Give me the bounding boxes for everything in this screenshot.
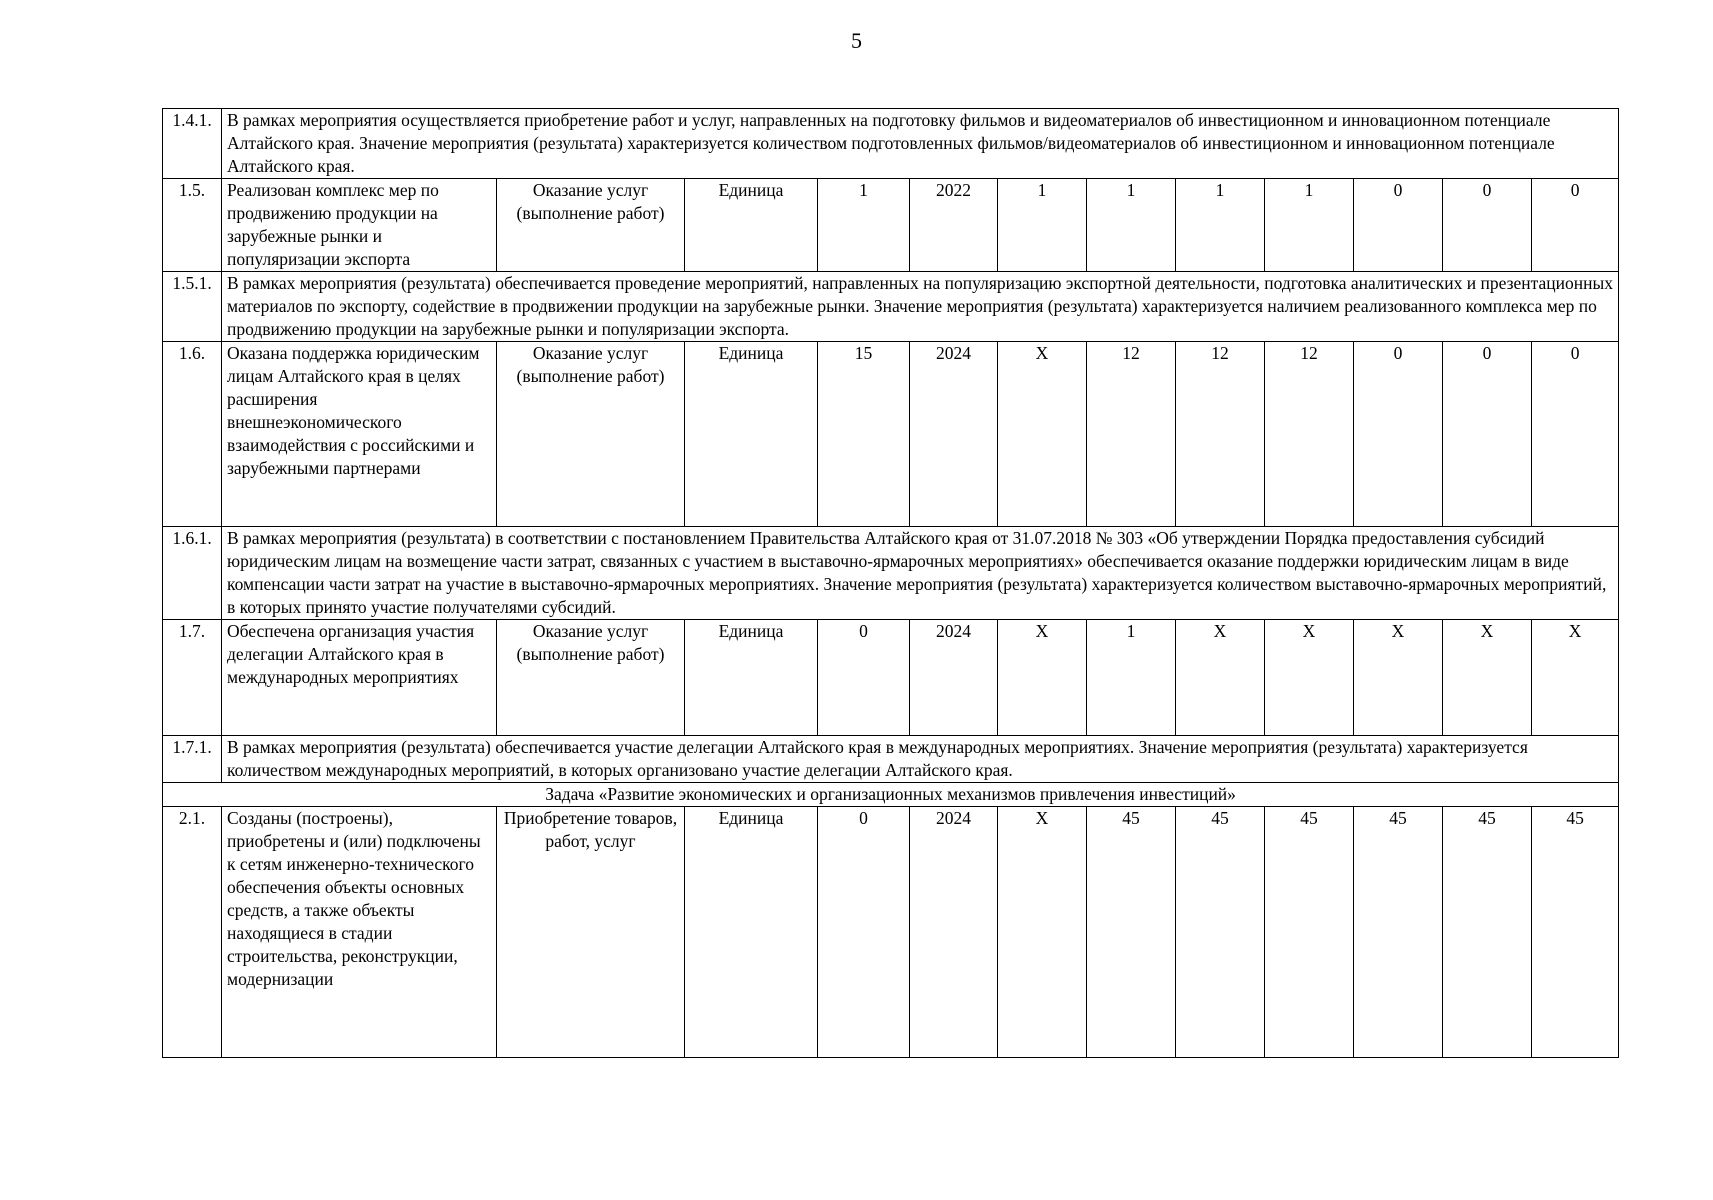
value-cell: Х [1176, 620, 1265, 736]
value-cell: 1 [998, 179, 1087, 272]
value-cell: 45 [1087, 807, 1176, 1058]
result-name: Обеспечена организация участия делегации Алтайского края в международных мероприятиях [222, 620, 497, 736]
value-cell: 0 [1443, 342, 1532, 527]
row-description: В рамках мероприятия (результата) в соответствии с постановлением Правительства Алтайского края от 31.07.2018 № 303 «Об утверждении Порядка предоставления субсидий юридическим лицам на возмещение части затрат, связанных с участием в выставочно-ярмарочных мероприятиях» обеспечивается оказание поддержки юридическим лицам в виде компенсации части затрат на участие в выставочно-ярмарочных мероприятиях. Значение мероприятия (результата) характеризуется количеством выставочно-ярмарочных мероприятий, в которых принято участие получателями субсидий. [222, 527, 1619, 620]
table-row [163, 527, 1619, 620]
value-cell: 12 [1176, 342, 1265, 527]
value-cell: 2022 [910, 179, 998, 272]
value-cell: 1 [818, 179, 910, 272]
row-description: В рамках мероприятия (результата) обеспечивается проведение мероприятий, направленных на популяризацию экспортной деятельности, подготовка аналитических и презентационных материалов по экспорту, содействие в продвижении продукции на зарубежные рынки. Значение мероприятия (результата) характеризуется наличием реализованного комплекса мер по продвижению продукции на зарубежные рынки и популяризации экспорта. [222, 272, 1619, 342]
row-number: 1.5.1. [163, 272, 222, 342]
unit: Единица [685, 807, 818, 1058]
value-cell: 45 [1265, 807, 1354, 1058]
row-number: 1.7.1. [163, 736, 222, 783]
row-number: 1.4.1. [163, 109, 222, 179]
unit: Единица [685, 179, 818, 272]
value-cell: 2024 [910, 807, 998, 1058]
result-type: Приобретение товаров, работ, услуг [497, 807, 685, 1058]
table-row [163, 620, 1619, 736]
value-cell: Х [998, 342, 1087, 527]
unit: Единица [685, 342, 818, 527]
table-row [163, 179, 1619, 272]
value-cell: 2024 [910, 620, 998, 736]
row-number: 1.7. [163, 620, 222, 736]
result-type: Оказание услуг (выполнение работ) [497, 620, 685, 736]
value-cell: 45 [1532, 807, 1619, 1058]
value-cell: 1 [1265, 179, 1354, 272]
value-cell: 1 [1176, 179, 1265, 272]
value-cell: 0 [1354, 179, 1443, 272]
results-table [162, 108, 1619, 1058]
table-row [163, 109, 1619, 179]
result-type: Оказание услуг (выполнение работ) [497, 179, 685, 272]
task-heading: Задача «Развитие экономических и организационных механизмов привлечения инвестиций» [163, 783, 1619, 807]
value-cell: 0 [1532, 342, 1619, 527]
value-cell: 45 [1354, 807, 1443, 1058]
table-row [163, 807, 1619, 1058]
value-cell: Х [998, 620, 1087, 736]
row-number: 1.5. [163, 179, 222, 272]
value-cell: 2024 [910, 342, 998, 527]
value-cell: Х [1443, 620, 1532, 736]
value-cell: 1 [1087, 620, 1176, 736]
table-row [163, 342, 1619, 527]
value-cell: 0 [818, 807, 910, 1058]
unit: Единица [685, 620, 818, 736]
value-cell: 45 [1443, 807, 1532, 1058]
value-cell: 15 [818, 342, 910, 527]
value-cell: 0 [1532, 179, 1619, 272]
value-cell: 0 [818, 620, 910, 736]
table-row [163, 736, 1619, 783]
result-type: Оказание услуг (выполнение работ) [497, 342, 685, 527]
value-cell: 0 [1354, 342, 1443, 527]
table-row [163, 272, 1619, 342]
row-number: 1.6. [163, 342, 222, 527]
value-cell: 45 [1176, 807, 1265, 1058]
value-cell: 12 [1087, 342, 1176, 527]
value-cell: Х [1354, 620, 1443, 736]
row-number: 2.1. [163, 807, 222, 1058]
row-number: 1.6.1. [163, 527, 222, 620]
value-cell: Х [1265, 620, 1354, 736]
value-cell: 12 [1265, 342, 1354, 527]
row-description: В рамках мероприятия осуществляется приобретение работ и услуг, направленных на подготовку фильмов и видеоматериалов об инвестиционном и инновационном потенциале Алтайского края. Значение мероприятия (результата) характеризуется количеством подготовленных фильмов/видеоматериалов об инвестиционном и инновационном потенциале Алтайского края. [222, 109, 1619, 179]
result-name: Реализован комплекс мер по продвижению продукции на зарубежные рынки и популяризации экспорта [222, 179, 497, 272]
page-number: 5 [851, 28, 862, 53]
result-name: Оказана поддержка юридическим лицам Алтайского края в целях расширения внешнеэкономического взаимодействия с российскими и зарубежными партнерами [222, 342, 497, 527]
value-cell: Х [998, 807, 1087, 1058]
value-cell: Х [1532, 620, 1619, 736]
row-description: В рамках мероприятия (результата) обеспечивается участие делегации Алтайского края в международных мероприятиях. Значение мероприятия (результата) характеризуется количеством международных мероприятий, в которых организовано участие делегации Алтайского края. [222, 736, 1619, 783]
value-cell: 0 [1443, 179, 1532, 272]
value-cell: 1 [1087, 179, 1176, 272]
task-row [163, 783, 1619, 807]
result-name: Созданы (построены), приобретены и (или) подключены к сетям инженерно-технического обеспечения объекты основных средств, а также объекты находящиеся в стадии строительства, реконструкции, модернизации [222, 807, 497, 1058]
